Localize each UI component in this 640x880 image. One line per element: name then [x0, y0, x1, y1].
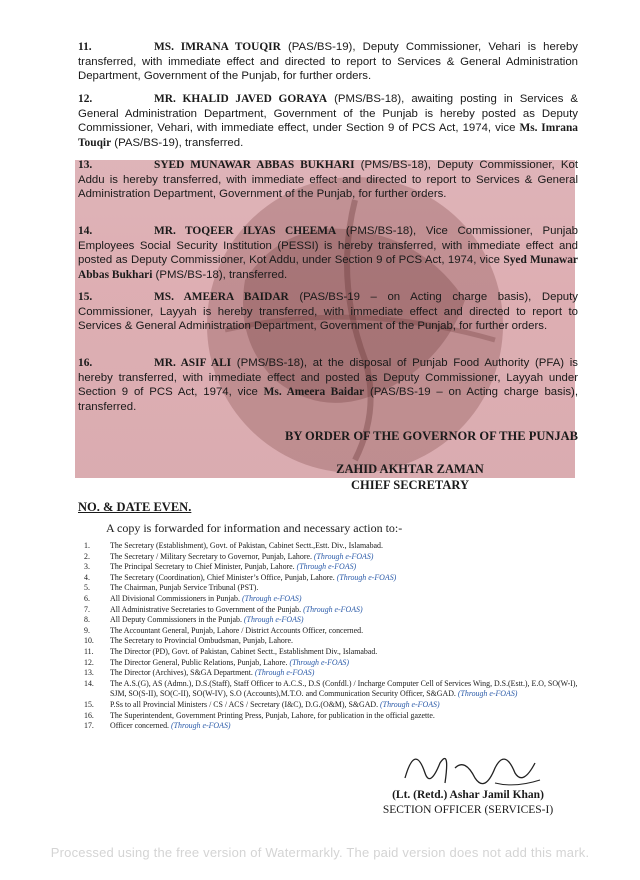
paragraph-tail: (PMS/BS-18), transferred. [152, 269, 288, 282]
recipient-text: All Divisional Commissioners in Punjab. [110, 593, 242, 603]
officer-name: MR. KHALID JAVED GORAYA [154, 93, 328, 105]
list-item-text [110, 573, 580, 584]
recipient-text: The Accountant General, Punjab, Lahore / District Accounts Officer, concerned. [110, 625, 364, 635]
copy-forwarded-line: A copy is forwarded for information and necessary action to:- [106, 521, 403, 535]
list-item-text [110, 594, 580, 605]
list-item-text [110, 679, 580, 700]
officer-name: MS. IMRANA TOUQIR [154, 41, 281, 53]
paragraph-text: (PMS/BS-18), at the disposal of Punjab Food Authority (PFA) is hereby transferred, with immediate effect and posted as Deputy Commissioner, Layyah under Section 9 of PCS Act, 1974, vice [78, 357, 579, 399]
list-item [84, 562, 580, 573]
list-item [84, 594, 580, 605]
paragraph-text: (PMS/BS-18), awaiting posting in Services & General Administration Department, Government of the Punjab is hereby posted as Deputy Commissioner, Vehari, with immediate effect, under Section 9 of PCS Act, 1974, vice [78, 93, 578, 135]
recipient-text: All Deputy Commissioners in the Punjab. [110, 615, 244, 625]
list-item-text [110, 626, 580, 637]
recipient-text: The Secretary / Military Secretary to Governor, Punjab, Lahore. [110, 551, 314, 561]
through-efoas-note: (Through e-FOAS) [336, 572, 397, 582]
recipient-text: The Chairman, Punjab Service Tribunal (PST). [110, 583, 259, 593]
recipient-text: All Administrative Secretaries to Government of the Punjab. [110, 604, 304, 614]
through-efoas-note: (Through e-FOAS) [243, 615, 304, 625]
paragraph-text: (PMS/BS-18), Deputy Commissioner, Kot Addu is hereby transferred, with immediate effect and directed to report to Services & General Administration Department, Government of the Punjab, for further orders. [78, 159, 578, 201]
recipient-text: The Secretary (Coordination), Chief Minister’s Office, Punjab, Lahore. [110, 572, 337, 582]
list-item-number: 3. [84, 562, 90, 572]
list-item-number: 1. [84, 541, 90, 550]
by-order-line: BY ORDER OF THE GOVERNOR OF THE PUNJAB [285, 429, 578, 443]
signatory-title: SECTION OFFICER (SERVICES-I) [382, 804, 554, 816]
list-item-text [110, 721, 580, 732]
paragraph-number: 16. [78, 357, 93, 369]
list-item-number: 5. [84, 583, 90, 593]
order-paragraph [78, 224, 578, 283]
vice-officer-name: Ms. Imrana Touqir [78, 122, 578, 150]
list-item [84, 583, 580, 594]
recipient-text: The A.S.(G), AS (Admn.), D.S.(Staff), Staff Officer to A.C.S., D.S (Confdl.) / Incharge Computer Cell of Services Wing, D.S.(Estt.), E.O, SO(W-I), SJM, SO(S-II), SO(C-II), SO(W-IV), S.O (Accounts),M.T.O. and Communication Security Officer, S&GAD. [110, 678, 578, 699]
list-item-number: 13. [84, 668, 94, 678]
signatory-name: (Lt. (Retd.) Ashar Jamil Khan) [392, 789, 544, 801]
list-item [84, 615, 580, 626]
recipient-text: The Director (Archives), S&GA Department. [110, 668, 255, 678]
signatory-title: CHIEF SECRETARY [351, 478, 469, 492]
list-item-number: 2. [84, 551, 90, 561]
list-item-number: 16. [84, 710, 94, 720]
officer-name: MR. TOQEER ILYAS CHEEMA [154, 225, 337, 237]
list-item-text [110, 658, 580, 669]
recipient-text: The Superintendent, Government Printing Press, Punjab, Lahore, for publication in the official gazette. [110, 710, 435, 720]
through-efoas-note: (Through e-FOAS) [289, 657, 350, 667]
paragraph-tail: (PAS/BS-19), transferred. [111, 137, 244, 150]
officer-name: SYED MUNAWAR ABBAS BUKHARI [154, 159, 355, 171]
list-item-number: 8. [84, 615, 90, 625]
through-efoas-note: (Through e-FOAS) [296, 562, 357, 572]
paragraph-text: (PMS/BS-18), Vice Commissioner, Punjab Employees Social Security Institution (PESSI) is hereby transferred, with immediate effect and posted as Deputy Commissioner, Kot Addu, under Section 9 of PCS Act, 1974, vice [78, 225, 578, 267]
through-efoas-note: (Through e-FOAS) [313, 551, 374, 561]
list-item-number: 11. [84, 646, 94, 656]
through-efoas-note: (Through e-FOAS) [254, 668, 315, 678]
list-item-text [110, 605, 580, 616]
list-item-text [110, 647, 580, 658]
paragraph-number: 11. [78, 41, 92, 53]
order-paragraph [78, 40, 578, 84]
recipient-text: The Secretary to Provincial Ombudsman, Punjab, Lahore. [110, 636, 293, 646]
through-efoas-note: (Through e-FOAS) [170, 721, 231, 731]
list-item [84, 552, 580, 563]
list-item-number: 7. [84, 604, 90, 614]
list-item-number: 15. [84, 699, 94, 709]
list-item-text [110, 562, 580, 573]
list-item-text [110, 711, 580, 722]
recipient-text: P.Ss to all Provincial Ministers / CS / ACS / Secretary (I&C), D.G.(O&M), S&GAD. [110, 699, 381, 709]
number-date-heading: NO. & DATE EVEN. [78, 500, 192, 514]
list-item [84, 647, 580, 658]
list-item [84, 541, 580, 552]
list-item [84, 668, 580, 679]
officer-name: MR. ASIF ALI [154, 357, 232, 369]
recipient-text: The Principal Secretary to Chief Minister, Punjab, Lahore. [110, 562, 297, 572]
watermark-notice: Processed using the free version of Watermarkly. The paid version does not add this mark. [50, 845, 590, 860]
paragraph-number: 15. [78, 291, 93, 303]
list-item-number: 4. [84, 572, 90, 582]
recipient-text: The Secretary (Establishment), Govt. of Pakistan, Cabinet Sectt.,Estt. Div., Islamabad. [110, 541, 383, 550]
list-item-number: 10. [84, 636, 94, 646]
through-efoas-note: (Through e-FOAS) [303, 604, 363, 614]
paragraph-number: 14. [78, 225, 93, 237]
list-item [84, 658, 580, 669]
list-item-text [110, 541, 580, 552]
list-item-text [110, 552, 580, 563]
list-item [84, 626, 580, 637]
distribution-list [84, 541, 580, 732]
through-efoas-note: (Through e-FOAS) [380, 699, 440, 709]
list-item-number: 17. [84, 721, 94, 731]
list-item [84, 700, 580, 711]
list-item-number: 12. [84, 657, 94, 667]
list-item-text [110, 583, 580, 594]
paragraph-number: 12. [78, 93, 93, 105]
signatory-name: ZAHID AKHTAR ZAMAN [336, 462, 484, 476]
through-efoas-note: (Through e-FOAS) [241, 593, 302, 603]
order-paragraph [78, 92, 578, 151]
officer-name: MS. AMEERA BAIDAR [154, 291, 289, 303]
paragraph-text: (PAS/BS-19 – on Acting charge basis), Deputy Commissioner, Layyah is hereby transferred, with immediate effect and directed to report to Services & General Administration Department, Government of the Punjab, for further orders. [78, 291, 579, 333]
list-item [84, 605, 580, 616]
paragraph-tail: (PAS/BS-19 – on Acting charge basis), transferred. [78, 386, 579, 414]
list-item [84, 679, 580, 700]
vice-officer-name: Ms. Ameera Baidar [263, 386, 365, 399]
order-paragraph [78, 356, 578, 415]
list-item-number: 14. [84, 678, 94, 688]
recipient-text: Officer concerned. [110, 721, 171, 731]
list-item [84, 636, 580, 647]
list-item-text [110, 700, 580, 711]
through-efoas-note: (Through e-FOAS) [457, 689, 518, 699]
list-item-text [110, 668, 580, 679]
list-item-text [110, 615, 580, 626]
recipient-text: The Director General, Public Relations, Punjab, Lahore. [110, 657, 290, 667]
list-item-number: 6. [84, 593, 90, 603]
order-paragraph [78, 158, 578, 202]
list-item [84, 573, 580, 584]
order-paragraph [78, 290, 578, 334]
list-item [84, 711, 580, 722]
recipient-text: The Director (PD), Govt. of Pakistan, Cabinet Sectt., Establishment Div., Islamabad. [110, 646, 378, 656]
vice-officer-name: Syed Munawar Abbas Bukhari [78, 254, 578, 282]
list-item [84, 721, 580, 732]
list-item-number: 9. [84, 625, 90, 635]
paragraph-number: 13. [78, 159, 93, 171]
list-item-text [110, 636, 580, 647]
section-officer-block [338, 788, 598, 818]
chief-secretary-block [300, 461, 520, 493]
paragraph-text: (PAS/BS-19), Deputy Commissioner, Vehari is hereby transferred, with immediate effect and directed to report to Services & General Administration Department, Government of the Punjab, for further orders. [78, 41, 578, 83]
